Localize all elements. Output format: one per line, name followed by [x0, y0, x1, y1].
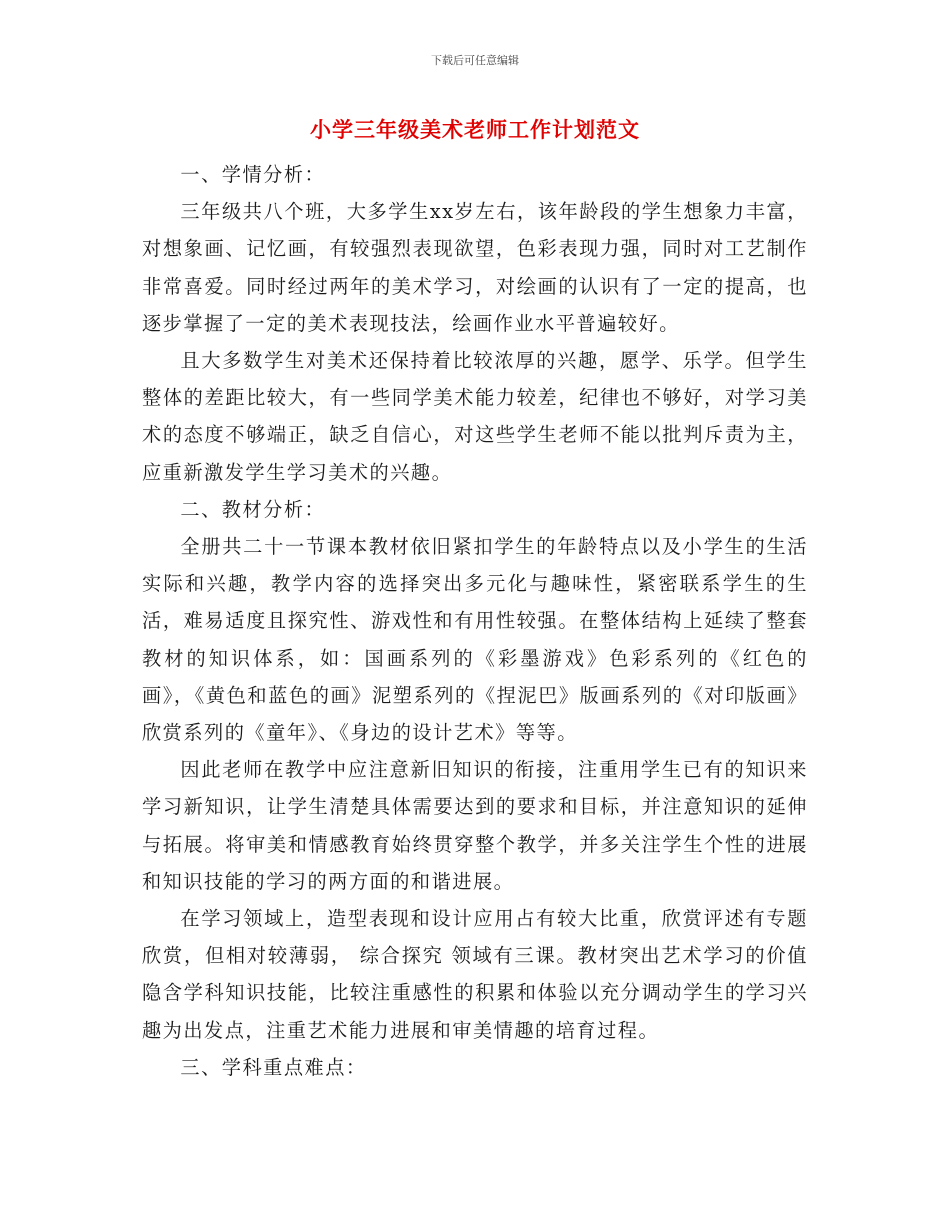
paragraph: 全册共二十一节课本教材依旧紧扣学生的年龄特点以及小学生的生活实际和兴趣，教学内容的选择突出多元化与趣味性，紧密联系学生的生活，难易适度且探究性、游戏性和有用性较强。在整体结构上延续了整套教材的知识体系，如：国画系列的《彩墨游戏》色彩系列的《红色的画》，《黄色和蓝色的画》泥塑系列的《捏泥巴》版画系列的《对印版画》欣赏系列的《童年》、《身边的设计艺术》等等。: [142, 535, 808, 745]
document-body: [142, 156, 808, 1086]
section-heading-1: 一、学情分析：: [180, 163, 326, 186]
paragraph: 且大多数学生对美术还保持着比较浓厚的兴趣，愿学、乐学。但学生整体的差距比较大，有一些同学美术能力较差，纪律也不够好，对学习美术的态度不够端正，缺乏自信心，对这些学生老师不能以批判斥责为主，应重新激发学生学习美术的兴趣。: [142, 349, 808, 484]
paragraph: 因此老师在教学中应注意新旧知识的衔接，注重用学生已有的知识来学习新知识，让学生清楚具体需要达到的要求和目标，并注意知识的延伸与拓展。将审美和情感教育始终贯穿整个教学，并多关注学生个性的进展和知识技能的学习的两方面的和谐进展。: [142, 758, 808, 893]
section-heading-2: 二、教材分析：: [180, 497, 326, 521]
paragraph: 在学习领域上，造型表现和设计应用占有较大比重，欣赏评述有专题欣赏，但相对较薄弱， 综合探究 领域有三课。教材突出艺术学习的价值隐含学科知识技能，比较注重感性的积累和体验以充分调动学生的学习兴趣为出发点，注重艺术能力进展和审美情趣的培育过程。: [142, 907, 808, 1042]
document-title: 小学三年级美术老师工作计划范文: [310, 118, 640, 142]
section-heading-3: 三、学科重点难点：: [180, 1055, 367, 1079]
header-note: 下载后可任意编辑: [431, 54, 519, 67]
paragraph: 三年级共八个班，大多学生xx岁左右，该年龄段的学生想象力丰富，对想象画、记忆画，有较强烈表现欲望，色彩表现力强，同时对工艺制作非常喜爱。同时经过两年的美术学习，对绘画的认识有了一定的提高，也逐步掌握了一定的美术表现技法，绘画作业水平普遍较好。: [142, 200, 808, 335]
